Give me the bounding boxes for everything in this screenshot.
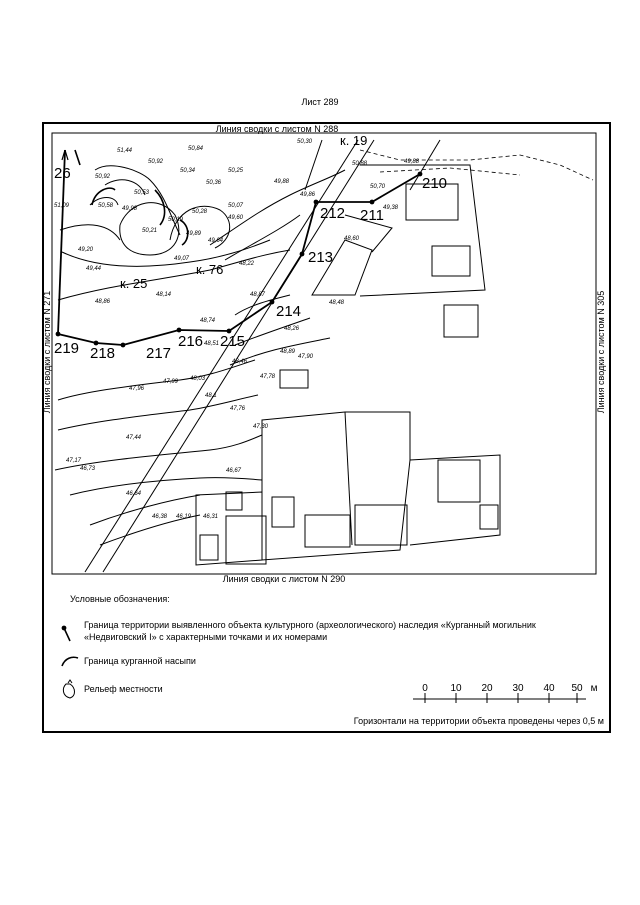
map-label: 48,87 — [250, 292, 266, 298]
map-label: 50,25 — [228, 168, 244, 174]
map-label: 50,21 — [142, 228, 158, 234]
point-label-218: 218 — [90, 345, 116, 362]
point-label-212: 212 — [320, 205, 346, 222]
legend-title: Условные обозначения: — [70, 594, 170, 604]
map-label: 50,92 — [148, 159, 164, 165]
building — [200, 535, 218, 560]
map-label: 46,73 — [80, 466, 96, 472]
mound-label-k19: к. 19 — [340, 133, 368, 148]
map-label: 47,78 — [260, 374, 276, 380]
elevation-labels — [54, 139, 420, 520]
map-label: 49,60 — [228, 215, 244, 221]
building — [355, 505, 407, 545]
map-label: 50,84 — [188, 146, 204, 152]
building — [226, 516, 266, 564]
point-label-213: 213 — [308, 249, 334, 266]
scale-unit: м — [590, 683, 598, 694]
point-label-215: 215 — [220, 333, 246, 350]
map-frame — [52, 133, 596, 574]
mound-label-k76: к. 76 — [196, 262, 224, 277]
scale-bar — [413, 683, 598, 703]
map-label: 46,38 — [152, 514, 168, 520]
map-label: 50,70 — [370, 184, 386, 190]
map-label: 49,86 — [300, 192, 316, 198]
map-label: 47,17 — [66, 458, 82, 464]
map-label: 48,46 — [232, 359, 248, 365]
building — [444, 305, 478, 337]
mound-label-k26: 26 — [54, 165, 71, 182]
map-label: 50,30 — [297, 139, 313, 145]
boundary-point-219 — [56, 332, 61, 337]
parcels — [196, 165, 500, 565]
map-label: 49,64 — [208, 238, 224, 244]
mound-edges — [75, 150, 188, 245]
boundary-point-213 — [300, 252, 305, 257]
legend-item-boundary-text: Граница территории выявленного объекта культурного (археологического) наследия «Курганный могильник «Недвиговский I» с характерными точками и их номерами — [84, 620, 536, 642]
map-label: 49,89 — [186, 231, 202, 237]
map-label: 47,76 — [230, 406, 246, 412]
map-label: 49,38 — [383, 205, 399, 211]
map-label: 49,44 — [86, 266, 102, 272]
point-label-214: 214 — [276, 303, 302, 320]
map-label: 50,34 — [180, 168, 196, 174]
map-label: 51,44 — [117, 148, 133, 154]
map-label: 47,30 — [253, 424, 269, 430]
map-label: 49,88 — [404, 159, 420, 165]
map-label: 49,98 — [122, 206, 138, 212]
map-label: 48,14 — [156, 292, 172, 298]
map-label: 50,19 — [168, 217, 184, 223]
point-label-219: 219 — [54, 340, 80, 357]
mound-edge-icon — [62, 657, 78, 666]
building — [280, 370, 308, 388]
map-label: 47,44 — [126, 435, 142, 441]
boundary-point-211 — [370, 200, 375, 205]
point-label-216: 216 — [178, 333, 204, 350]
scale-tick-50: 50 — [571, 683, 583, 694]
mound-label-k25: к. 25 — [120, 276, 148, 291]
boundary-point-216 — [177, 328, 182, 333]
map-label: 49,20 — [78, 247, 94, 253]
legend — [62, 594, 584, 698]
legend-item-relief-text: Рельеф местности — [84, 684, 163, 694]
map-label: 46,67 — [226, 468, 242, 474]
map-label: 47,99 — [163, 379, 179, 385]
map-label: 49,88 — [274, 179, 290, 185]
scale-tick-10: 10 — [450, 683, 462, 694]
edge-label-right: Линия сводки с листом N 305 — [596, 290, 606, 414]
relief-icon — [63, 680, 74, 698]
boundary-point-212 — [314, 200, 319, 205]
edge-label-left: Линия сводки с листом N 271 — [42, 290, 52, 414]
map-label: 48,48 — [329, 300, 345, 306]
map-label: 46,64 — [126, 491, 142, 497]
map-label: 50,07 — [228, 203, 244, 209]
map-label: 48,03 — [190, 376, 206, 382]
scale-tick-40: 40 — [543, 683, 555, 694]
map-label: 48,51 — [204, 341, 220, 347]
sheet-title: Лист 289 — [301, 97, 339, 107]
map-label: 46,19 — [176, 514, 192, 520]
building — [226, 492, 242, 510]
map-label: 50,88 — [352, 161, 368, 167]
map-label: 50,92 — [95, 174, 111, 180]
map-label: 48,26 — [284, 326, 300, 332]
point-label-211: 211 — [360, 207, 384, 224]
map-label: 48,86 — [95, 299, 111, 305]
building — [432, 246, 470, 276]
map-label: 46,31 — [203, 514, 219, 520]
boundary-point-217 — [121, 343, 126, 348]
building — [305, 515, 350, 547]
map-label: 48,89 — [280, 349, 296, 355]
boundary-point-214 — [270, 300, 275, 305]
edge-label-top: Линия сводки с листом N 288 — [215, 124, 339, 134]
point-label-217: 217 — [146, 345, 172, 362]
edge-label-bottom: Линия сводки с листом N 290 — [222, 574, 346, 584]
map-label: 50,53 — [134, 190, 150, 196]
map-label: 51,09 — [54, 203, 70, 209]
scale-tick-30: 30 — [512, 683, 524, 694]
heritage-boundary — [58, 174, 420, 345]
map-label: 47,96 — [129, 386, 145, 392]
building — [438, 460, 480, 502]
map-label: 50,58 — [98, 203, 114, 209]
map-label: 48,74 — [200, 318, 216, 324]
map-label: 48,22 — [239, 261, 255, 267]
scale-tick-0: 0 — [422, 683, 428, 694]
map-label: 47,90 — [298, 354, 314, 360]
map-label: 48,60 — [344, 236, 360, 242]
map-label: 49,07 — [174, 256, 190, 262]
map-label: 50,36 — [206, 180, 222, 186]
map-label: 50,28 — [192, 209, 208, 215]
legend-item-mound-text: Граница курганной насыпи — [84, 656, 196, 666]
building — [480, 505, 498, 529]
point-label-210: 210 — [422, 175, 448, 192]
boundary-line-icon — [62, 626, 70, 641]
building — [272, 497, 294, 527]
map-label: 48,1 — [205, 393, 217, 399]
scale-tick-20: 20 — [481, 683, 493, 694]
contour-interval-note: Горизонтали на территории объекта проведены через 0,5 м — [353, 716, 604, 726]
